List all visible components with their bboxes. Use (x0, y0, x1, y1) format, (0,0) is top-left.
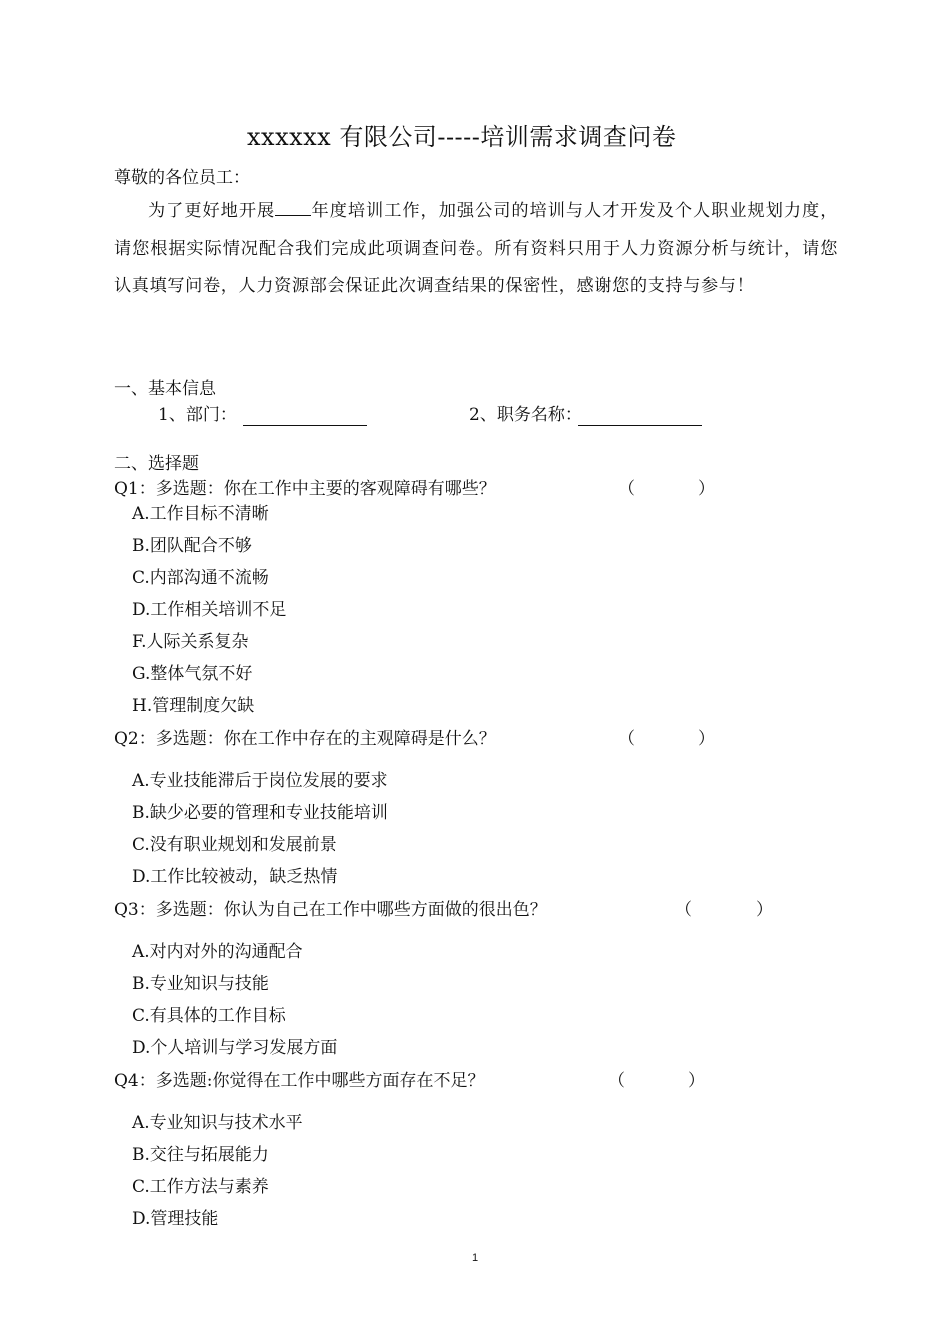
question-3-answer-open[interactable]: （ (675, 900, 692, 920)
question-4-option: C.工作方法与素养 (132, 1177, 269, 1197)
question-1-option: H.管理制度欠缺 (132, 696, 255, 716)
question-3-option: B.专业知识与技能 (132, 974, 269, 994)
greeting: 尊敬的各位员工： (114, 168, 250, 188)
year-blank[interactable] (275, 200, 311, 216)
department-field[interactable] (243, 425, 367, 426)
question-1-option: B.团队配合不够 (132, 536, 252, 556)
question-4-option: D.管理技能 (132, 1209, 219, 1229)
department-label: 1、部门： (158, 405, 237, 425)
question-3-option: D.个人培训与学习发展方面 (132, 1038, 338, 1058)
job-title-field[interactable] (578, 425, 702, 426)
question-2-prompt: Q2：多选题：你在工作中存在的主观障碍是什么？ (114, 729, 496, 749)
question-4-option: B.交往与拓展能力 (132, 1145, 269, 1165)
question-4-option: A.专业知识与技术水平 (132, 1113, 303, 1133)
job-title-label: 2、职务名称： (469, 405, 582, 425)
document-title: xxxxxx 有限公司-----培训需求调查问卷 (247, 123, 677, 151)
page-number: 1 (472, 1252, 479, 1264)
intro-text-rest: 年度培训工作，加强公司的培训与人才开发及个人职业规划力度，请您根据实际情况配合我们完成此项调查问卷。所有资料只用于人力资源分析与统计，请您认真填写问卷，人力资源部会保证此次调查结果的保密性，感谢您的支持与参与！ (114, 201, 839, 296)
question-1-answer-open[interactable]: （ (618, 479, 635, 499)
question-1-option: A.工作目标不清晰 (132, 504, 269, 524)
question-4-prompt: Q4：多选题:你觉得在工作中哪些方面存在不足？ (114, 1071, 485, 1091)
question-1-prompt: Q1：多选题：你在工作中主要的客观障碍有哪些？ (114, 479, 496, 499)
question-3-answer-close: ） (756, 900, 773, 920)
question-2-answer-close: ） (698, 729, 715, 749)
question-2-option: A.专业技能滞后于岗位发展的要求 (132, 771, 388, 791)
question-3-option: A.对内对外的沟通配合 (132, 942, 303, 962)
question-3-option: C.有具体的工作目标 (132, 1006, 286, 1026)
question-3-prompt: Q3：多选题：你认为自己在工作中哪些方面做的很出色？ (114, 900, 547, 920)
question-4-answer-close: ） (688, 1071, 705, 1091)
question-4-answer-open[interactable]: （ (608, 1071, 625, 1091)
question-1-option: F.人际关系复杂 (132, 632, 249, 652)
question-1-option: C.内部沟通不流畅 (132, 568, 269, 588)
section-basic-info-heading: 一、基本信息 (114, 379, 216, 399)
question-1-answer-close: ） (698, 479, 715, 499)
question-2-answer-open[interactable]: （ (618, 729, 635, 749)
section-choice-heading: 二、选择题 (114, 454, 199, 474)
intro-paragraph (114, 193, 838, 306)
question-2-option: B.缺少必要的管理和专业技能培训 (132, 803, 388, 823)
intro-text-start: 为了更好地开展 (148, 201, 276, 221)
question-1-option: D.工作相关培训不足 (132, 600, 287, 620)
question-1-option: G.整体气氛不好 (132, 664, 253, 684)
question-2-option: C.没有职业规划和发展前景 (132, 835, 337, 855)
question-2-option: D.工作比较被动，缺乏热情 (132, 867, 338, 887)
